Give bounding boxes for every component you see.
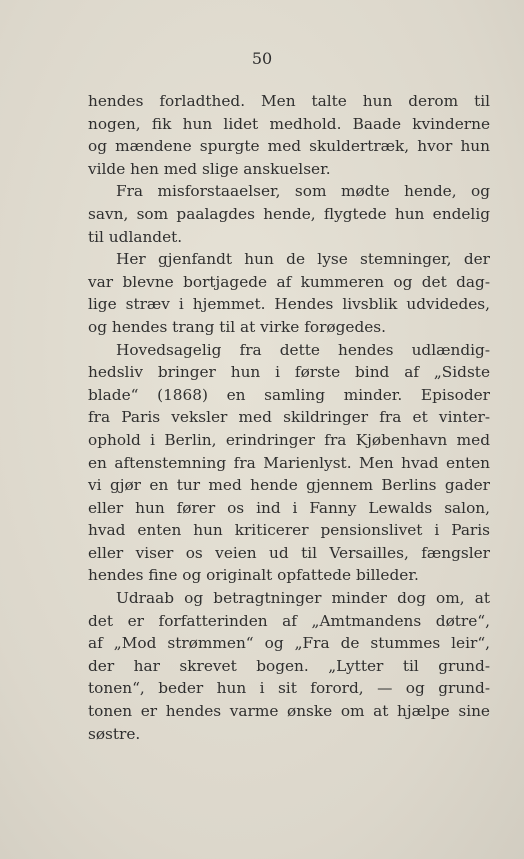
text-line: tonen“, beder hun i sit forord, — og grund-	[88, 679, 490, 698]
text-line: vi gjør en tur med hende gjennem Berlins gader	[88, 476, 490, 495]
paragraph	[88, 339, 490, 588]
text-line: hvad enten hun kriticerer pensionslivet i Paris	[88, 521, 490, 540]
text-line: Udraab og betragtninger minder dog om, at	[116, 589, 490, 608]
paragraph	[88, 587, 490, 745]
text-line: af „Mod strømmen“ og „Fra de stummes leir“,	[88, 634, 490, 653]
text-line: til udlandet.	[88, 227, 183, 246]
text-line: en aftenstemning fra Marienlyst. Men hvad enten	[88, 453, 490, 472]
text-line: der har skrevet bogen. „Lytter til grund-	[88, 656, 490, 675]
text-line: blade“ (1868) en samling minder. Episoder	[88, 385, 490, 404]
text-line: vilde hen med slige anskuelser.	[88, 159, 331, 178]
text-line: hedsliv bringer hun i første bind af „Sidste	[88, 363, 490, 382]
text-line: Fra misforstaaelser, som mødte hende, og	[116, 182, 490, 201]
paragraph	[88, 248, 490, 338]
text-line: nogen, fik hun lidet medhold. Baade kvinderne	[88, 114, 490, 133]
text-line: tonen er hendes varme ønske om at hjælpe sine	[88, 702, 490, 721]
text-line: savn, som paalagdes hende, flygtede hun endelig	[88, 204, 490, 223]
text-line: og mændene spurgte med skuldertræk, hvor hun	[88, 137, 490, 156]
text-line: Hovedsagelig fra dette hendes udlændig-	[116, 340, 490, 359]
text-line: eller hun fører os ind i Fanny Lewalds salon,	[88, 498, 490, 517]
body-text	[88, 90, 490, 745]
text-line: og hendes trang til at virke forøgedes.	[88, 317, 387, 336]
page-number: 50	[251, 49, 273, 68]
text-line: lige stræv i hjemmet. Hendes livsblik udvidedes,	[88, 295, 490, 314]
text-line: hendes fine og originalt opfattede billeder.	[88, 566, 419, 585]
text-line: fra Paris veksler med skildringer fra et vinter-	[88, 408, 490, 427]
text-line: eller viser os veien ud til Versailles, fængsler	[88, 543, 490, 562]
text-line: søstre.	[88, 724, 141, 743]
text-line: det er forfatterinden af „Amtmandens døtre“,	[88, 611, 490, 630]
text-line: ophold i Berlin, erindringer fra Kjøbenhavn med	[88, 430, 490, 449]
text-line: var blevne bortjagede af kummeren og det dag-	[88, 272, 490, 291]
paragraph	[88, 90, 490, 180]
text-line: hendes forladthed. Men talte hun derom til	[88, 92, 490, 110]
text-line: Her gjenfandt hun de lyse stemninger, der	[116, 250, 490, 269]
paragraph	[88, 180, 490, 248]
